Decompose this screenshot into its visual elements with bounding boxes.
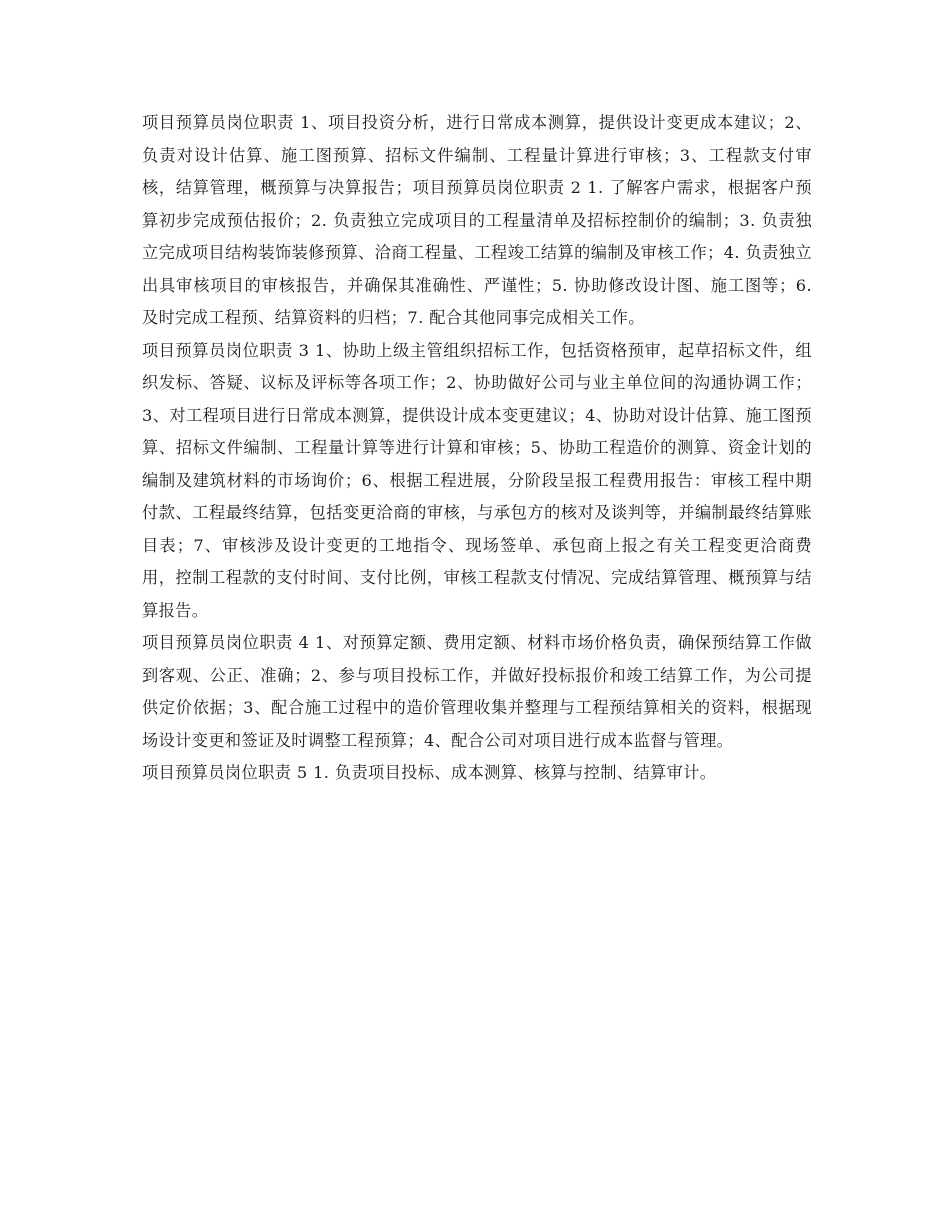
paragraph-duties-4: 项目预算员岗位职责 4 1、对预算定额、费用定额、材料市场价格负责，确保预结算工作做到客观、公正、准确；2、参与项目投标工作，并做好投标报价和竣工结算工作，为公司提供定价依据；3、配合施工过程中的造价管理收集并整理与工程预结算相关的资料，根据现场设计变更和签证及时调整工程预算；4、配合公司对项目进行成本监督与管理。 — [142, 633, 812, 750]
paragraph-duties-3: 项目预算员岗位职责 3 1、协助上级主管组织招标工作，包括资格预审，起草招标文件，组织发标、答疑、议标及评标等各项工作；2、协助做好公司与业主单位间的沟通协调工作；3、对工程项目进行日常成本测算，提供设计成本变更建议；4、协助对设计估算、施工图预算、招标文件编制、工程量计算等进行计算和审核；5、协助工程造价的测算、资金计划的编制及建筑材料的市场询价；6、根据工程进展，分阶段呈报工程费用报告：审核工程中期付款、工程最终结算，包括变更洽商的审核，与承包方的核对及谈判等，并编制最终结算账目表；7、审核涉及设计变更的工地指令、现场签单、承包商上报之有关工程变更洽商费用，控制工程款的支付时间、支付比例，审核工程款支付情况、完成结算管理、概预算与结算报告。 — [142, 340, 812, 620]
paragraph-duties-5: 项目预算员岗位职责 5 1. 负责项目投标、成本测算、核算与控制、结算审计。 — [142, 763, 717, 782]
paragraph-duties-1-2: 项目预算员岗位职责 1、项目投资分析，进行日常成本测算，提供设计变更成本建议；2、负责对设计估算、施工图预算、招标文件编制、工程量计算进行审核；3、工程款支付审核，结算管理，概预算与决算报告；项目预算员岗位职责 2 1. 了解客户需求，根据客户预算初步完成预估报价；2. 负责独立完成项目的工程量清单及招标控制价的编制；3. 负责独立完成项目结构装饰装修预算、洽商工程量、工程竣工结算的编制及审核工作；4. 负责独立出具审核项目的审核报告，并确保其准确性、严谨性；5. 协助修改设计图、施工图等；6. 及时完成工程预、结算资料的归档；7. 配合其他同事完成相关工作。 — [142, 113, 812, 327]
document-body — [142, 107, 812, 790]
